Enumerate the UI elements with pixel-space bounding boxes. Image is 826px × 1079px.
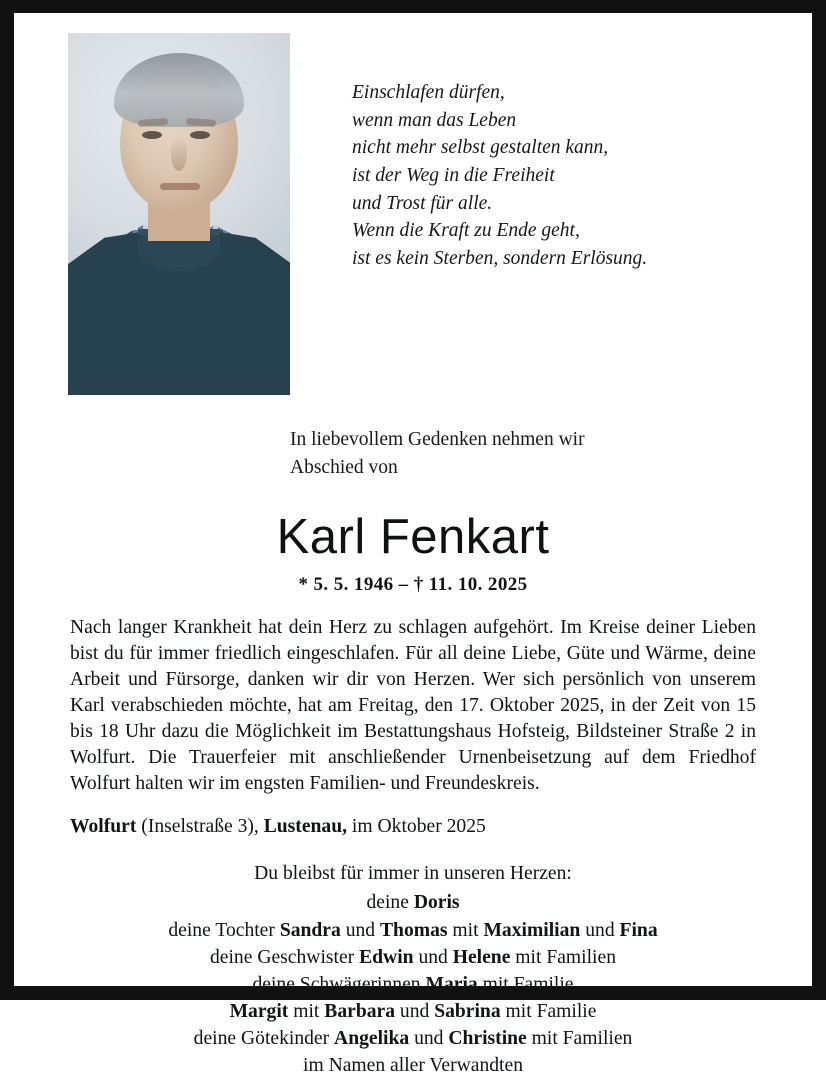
verse-line-1: Einschlafen dürfen, xyxy=(352,82,505,103)
survivor-name: Sabrina xyxy=(434,1000,501,1022)
survivor-row xyxy=(72,1025,754,1052)
obituary-card xyxy=(14,13,812,1076)
survivor-conjunction: mit xyxy=(447,919,484,941)
survivor-prefix: deine xyxy=(366,892,414,914)
survivor-conjunction: und xyxy=(340,919,380,941)
survivor-name: Maximilian xyxy=(483,919,581,941)
place-secondary: Lustenau, xyxy=(263,816,348,838)
survivor-row xyxy=(72,889,754,916)
survivor-suffix: mit Familie xyxy=(477,973,574,995)
verse-line-4: ist der Weg in die Freiheit xyxy=(352,165,555,187)
memorial-verse xyxy=(290,33,786,395)
place-primary: Wolfurt xyxy=(70,816,137,838)
survivors-heading: Du bleibst für immer in unseren Herzen: xyxy=(254,863,572,885)
survivor-suffix: mit Familien xyxy=(510,946,616,968)
survivor-conjunction: und xyxy=(580,919,620,941)
survivor-name: Fina xyxy=(619,919,658,941)
deceased-name: Karl Fenkart xyxy=(276,509,550,564)
photo-eye-right xyxy=(190,131,210,139)
verse-line-3: nicht mehr selbst gestalten kann, xyxy=(352,137,609,159)
obituary-body-text: Nach langer Krankheit hat dein Herz zu schlagen aufgehört. Im Kreise deiner Lieben bist du für immer friedlich eingeschlafen. Für all deine Liebe, Güte und Wärme, deine Arbeit und Fürsorge, danken wir dir von Herzen. Wer sich persönlich von unserem Karl verabschieden möchte, hat am Freitag, den 17. Oktober 2025, in der Zeit von 15 bis 18 Uhr dazu die Möglichkeit im Bestattungshaus Hofsteig, Bildsteiner Straße 2 in Wolfurt. Die Trauerfeier mit anschließender Urnenbeisetzung auf dem Friedhof Wolfurt halten wir im engsten Familien- und Freundeskreis. xyxy=(70,617,756,794)
survivor-prefix: deine Geschwister xyxy=(210,946,360,968)
portrait-photo xyxy=(68,33,290,395)
survivor-conjunction: und xyxy=(409,1027,449,1049)
survivor-name: Christine xyxy=(448,1027,527,1049)
survivors-section xyxy=(14,860,812,1078)
survivor-suffix: mit Familie xyxy=(500,1000,597,1022)
top-section xyxy=(14,13,812,395)
place-and-date-line xyxy=(14,816,812,838)
survivor-name: Edwin xyxy=(359,946,414,968)
survivor-prefix: deine Tochter xyxy=(168,919,280,941)
verse-line-5: und Trost für alle. xyxy=(352,192,493,214)
survivor-prefix: deine Schwägerinnen xyxy=(252,973,426,995)
survivor-suffix: mit Familien xyxy=(526,1027,633,1049)
farewell-lead-line-2: Abschied von xyxy=(290,457,398,479)
survivor-row xyxy=(72,998,754,1025)
survivor-name: Doris xyxy=(413,892,460,914)
verse-line-7: ist es kein Sterben, sondern Erlösung. xyxy=(352,248,648,270)
survivor-name: Barbara xyxy=(324,1000,396,1022)
photo-mouth xyxy=(160,183,200,190)
survivor-name: Maria xyxy=(425,973,478,995)
farewell-lead xyxy=(14,395,812,483)
survivor-name: Margit xyxy=(229,1000,289,1022)
survivor-name: Angelika xyxy=(334,1027,410,1049)
survivor-row xyxy=(72,971,754,998)
survivor-conjunction: und xyxy=(395,1000,435,1022)
survivor-name: Thomas xyxy=(379,919,448,941)
survivor-row xyxy=(72,944,754,971)
survivor-conjunction: und xyxy=(413,946,453,968)
survivor-name: Sandra xyxy=(279,919,341,941)
place-address: (Inselstraße 3), xyxy=(136,816,264,838)
photo-nose xyxy=(171,137,187,171)
survivors-closing: im Namen aller Verwandten xyxy=(303,1054,523,1076)
survivor-conjunction: mit xyxy=(288,1000,325,1022)
place-date: im Oktober 2025 xyxy=(347,816,486,838)
survivor-row xyxy=(72,917,754,944)
photo-eye-left xyxy=(142,131,162,139)
survivor-name: Helene xyxy=(452,946,511,968)
deceased-dates: * 5. 5. 1946 – † 11. 10. 2025 xyxy=(298,574,528,596)
farewell-lead-line-1: In liebevollem Gedenken nehmen wir xyxy=(290,429,585,450)
verse-line-6: Wenn die Kraft zu Ende geht, xyxy=(352,220,580,242)
survivor-prefix: deine Götekinder xyxy=(193,1027,335,1049)
verse-line-2: wenn man das Leben xyxy=(352,109,517,131)
